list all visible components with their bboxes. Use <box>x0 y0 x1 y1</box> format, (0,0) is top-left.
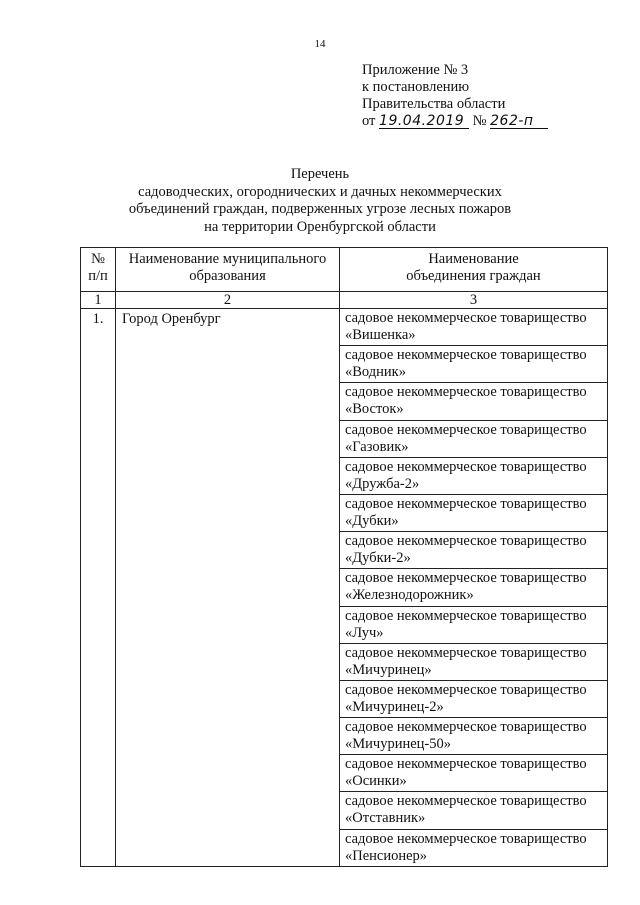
association-entry <box>340 532 608 569</box>
header-association: Наименование объединения граждан <box>340 248 608 292</box>
title-line-2: садоводческих, огороднических и дачных некоммерческих <box>138 183 502 200</box>
association-type: садовое некоммерческое товарищество <box>345 384 587 401</box>
association-name: «Пенсионер» <box>345 847 428 864</box>
association-entry <box>340 309 608 346</box>
association-type: садовое некоммерческое товарищество <box>345 644 587 661</box>
association-name: «Водник» <box>345 364 406 381</box>
association-type: садовое некоммерческое товарищество <box>345 495 587 512</box>
association-name: «Вишенка» <box>345 327 416 343</box>
column-number: 1 <box>81 292 116 309</box>
association-entry <box>340 718 608 755</box>
association-entry <box>340 569 608 606</box>
title-line-4: на территории Оренбургской области <box>204 218 436 235</box>
title-line-1: Перечень <box>290 166 350 182</box>
table-header-row <box>81 248 608 292</box>
header-number: № п/п <box>81 248 116 292</box>
association-entry <box>340 680 608 717</box>
associations-table <box>80 247 608 867</box>
association-type: садовое некоммерческое товарищество <box>345 607 587 624</box>
association-entry <box>340 383 608 420</box>
date-prefix: от <box>362 113 376 129</box>
association-name: «Дубки» <box>345 512 399 529</box>
association-name: «Восток» <box>345 401 404 418</box>
association-name: «Железнодорожник» <box>345 587 474 604</box>
association-type: садовое некоммерческое товарищество <box>345 533 587 550</box>
handwritten-number: 262-п <box>490 114 548 129</box>
association-entry <box>340 420 608 457</box>
association-entry <box>340 494 608 531</box>
title-line-3: объединений граждан, подверженных угрозе лесных пожаров <box>128 201 512 217</box>
municipality-name: Город Оренбург <box>116 309 340 867</box>
appendix-reference: к постановлению <box>362 79 470 95</box>
association-type: садовое некоммерческое товарищество <box>345 719 587 736</box>
table-row <box>81 309 608 346</box>
association-type: садовое некоммерческое товарищество <box>345 347 587 364</box>
association-name: «Газовик» <box>345 438 409 455</box>
association-type: садовое некоммерческое товарищество <box>345 756 587 773</box>
column-number: 3 <box>340 292 608 309</box>
association-name: «Дубки-2» <box>345 550 411 567</box>
number-sign: № <box>472 113 487 129</box>
association-entry <box>340 792 608 829</box>
table-body <box>81 309 608 867</box>
association-type: садовое некоммерческое товарищество <box>345 681 587 698</box>
association-type: садовое некоммерческое товарищество <box>345 793 587 810</box>
association-name: «Луч» <box>345 624 384 641</box>
association-type: садовое некоммерческое товарищество <box>345 310 587 326</box>
page-number: 14 <box>314 38 326 50</box>
appendix-block <box>362 62 548 130</box>
association-type: садовое некоммерческое товарищество <box>345 570 587 587</box>
header-municipality: Наименование муниципального образования <box>116 248 340 292</box>
association-entry <box>340 346 608 383</box>
association-entry <box>340 829 608 866</box>
association-entry <box>340 457 608 494</box>
association-name: «Мичуринец-2» <box>345 698 444 715</box>
association-name: «Дружба-2» <box>345 475 420 492</box>
association-type: садовое некоммерческое товарищество <box>345 421 587 438</box>
document-title <box>0 166 640 236</box>
association-entry <box>340 606 608 643</box>
association-type: садовое некоммерческое товарищество <box>345 830 587 847</box>
association-name: «Отставник» <box>345 810 426 827</box>
association-type: садовое некоммерческое товарищество <box>345 458 587 475</box>
association-name: «Осинки» <box>345 773 407 790</box>
appendix-title: Приложение № 3 <box>362 62 469 78</box>
column-number: 2 <box>116 292 340 309</box>
handwritten-date: 19.04.2019 <box>379 114 469 129</box>
association-name: «Мичуринец-50» <box>345 736 451 753</box>
row-number: 1. <box>81 309 116 867</box>
association-entry <box>340 755 608 792</box>
association-entry <box>340 643 608 680</box>
appendix-date-line <box>362 113 548 130</box>
appendix-authority: Правительства области <box>362 96 506 112</box>
column-number-row <box>81 292 608 309</box>
association-name: «Мичуринец» <box>345 661 432 678</box>
